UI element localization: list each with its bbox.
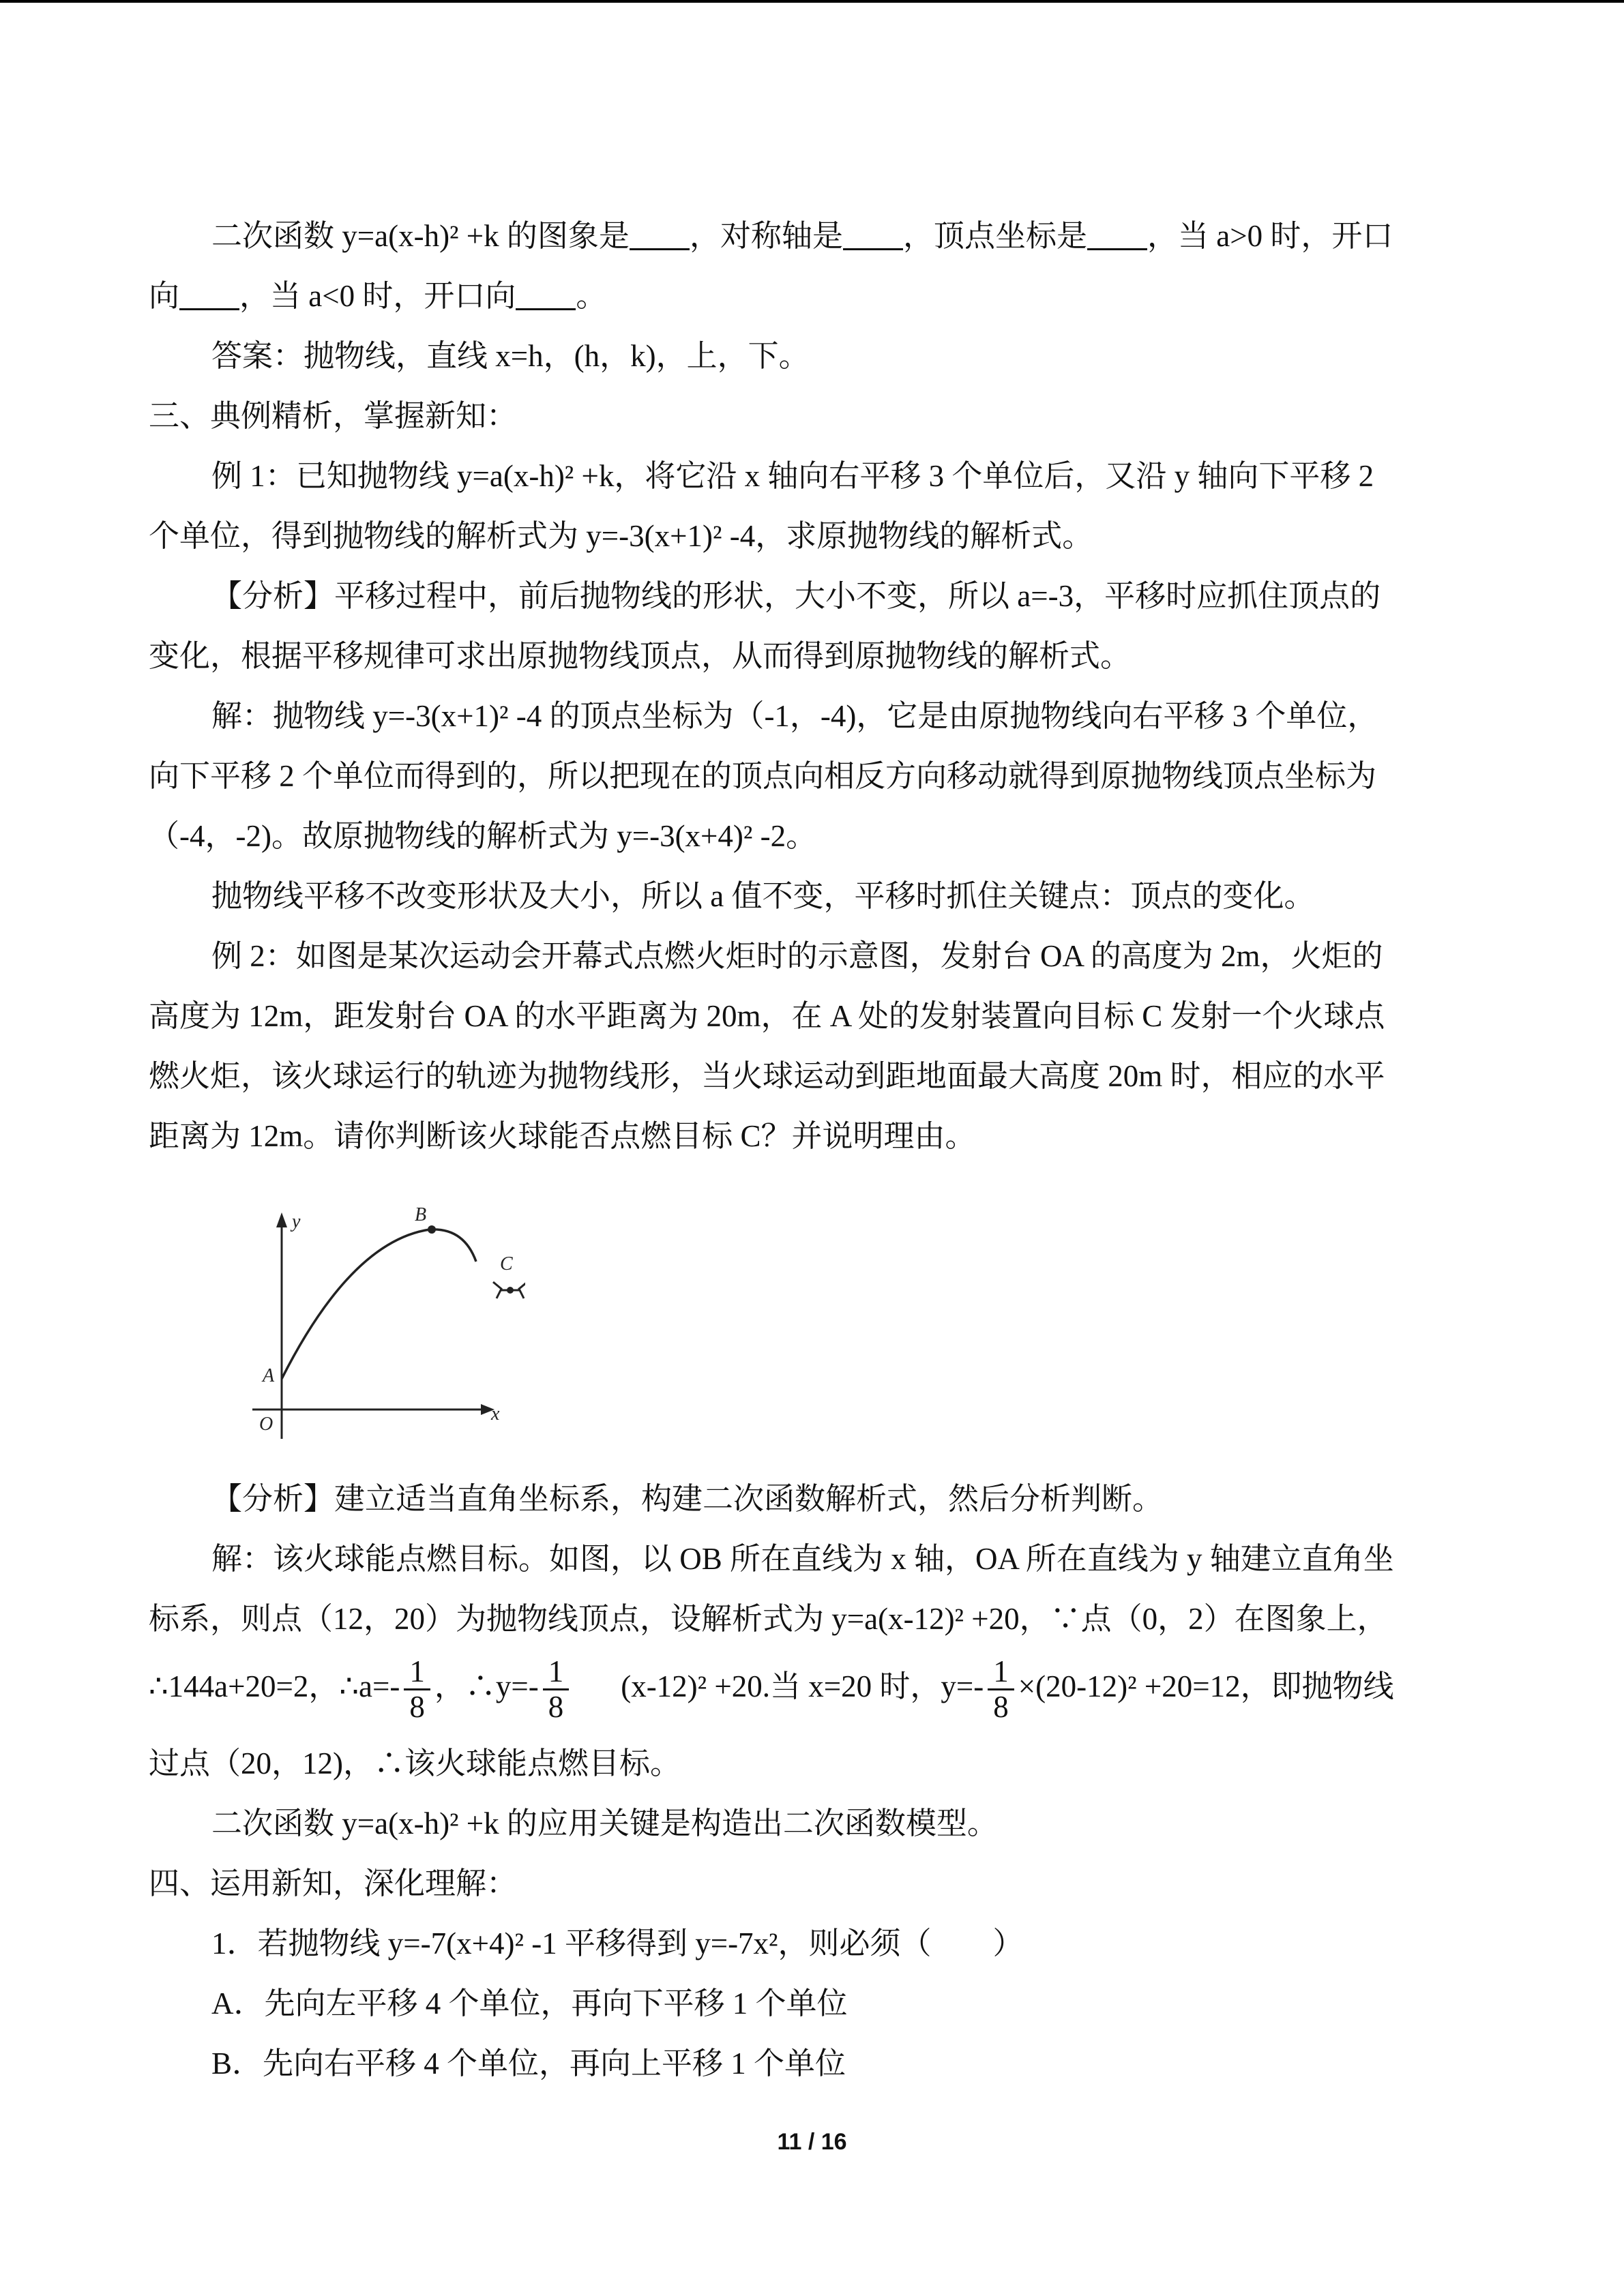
solution-2-line-2: 标系，则点（12，20）为抛物线顶点，设解析式为 y=a(x-12)² +20，∵点（0，2）在图象上，: [149, 1602, 1388, 1636]
example-2-line-3: 燃火炬，该火球运行的轨迹为抛物线形，当火球运动到距地面最大高度 20m 时，相应的水平: [149, 1059, 1385, 1093]
solution-2-line-1: 解：该火球能点燃目标。如图，以 OB 所在直线为 x 轴，OA 所在直线为 y 轴建立直角坐: [211, 1542, 1394, 1576]
example-2-line-2: 高度为 12m，距发射台 OA 的水平距离为 20m，在 A 处的发射装置向目标 C 发射一个火球点: [149, 999, 1385, 1033]
label-y: y: [292, 1211, 301, 1232]
exercise-1-question: 1．若抛物线 y=-7(x+4)² -1 平移得到 y=-7x²，则必须（ ）: [211, 1926, 1024, 1960]
label-a: A: [263, 1365, 275, 1386]
y-axis-arrow-icon: [276, 1212, 287, 1227]
analysis-1-line-2: 变化，根据平移规律可求出原抛物线顶点，从而得到原抛物线的解析式。: [149, 639, 1132, 673]
example-1-line-2: 个单位，得到抛物线的解析式为 y=-3(x+1)² -4，求原抛物线的解析式。: [149, 519, 1093, 553]
answer-blank: [179, 278, 239, 310]
example-2-line-4: 距离为 12m。请你判断该火球能否点燃目标 C？并说明理由。: [149, 1119, 976, 1153]
parabola-trajectory-figure: [225, 1200, 525, 1459]
analysis-1-line-1: 【分析】平移过程中，前后抛物线的形状，大小不变，所以 a=-3，平移时应抓住顶点的: [211, 579, 1381, 613]
trajectory-curve: [282, 1229, 476, 1379]
exercise-1-option-a: A．先向左平移 4 个单位，再向下平移 1 个单位: [211, 1986, 848, 2021]
answer-blank: [516, 278, 576, 310]
page-top-border: [0, 0, 1624, 3]
summary-2: 二次函数 y=a(x-h)² +k 的应用关键是构造出二次函数模型。: [211, 1806, 998, 1840]
exercise-1-option-b: B．先向右平移 4 个单位，再向上平移 1 个单位: [211, 2046, 846, 2081]
target-c-marker-icon: [493, 1282, 525, 1298]
point-b: [428, 1225, 436, 1234]
question-vertex-form: 二次函数 y=a(x-h)² +k 的图象是 ，对称轴是 ，顶点坐标是 ，当 a>0 时，开口: [211, 219, 1393, 253]
label-b: B: [415, 1204, 427, 1225]
label-c: C: [500, 1253, 513, 1274]
analysis-2: 【分析】建立适当直角坐标系，构建二次函数解析式，然后分析判断。: [211, 1482, 1164, 1516]
fraction-one-eighth: $\frac{1}{8}$: [404, 1655, 430, 1724]
example-1-line-1: 例 1：已知抛物线 y=a(x-h)² +k，将它沿 x 轴向右平移 3 个单位后，又沿 y 轴向下平移 2: [211, 459, 1374, 493]
solution-2-line-3: ∴144a+20=2，∴a=- $\frac{1}{8}$ ，∴y=- $\frac{1}{8}$ (x-12)² +20.当 x=20 时，y=- $\frac{1}{8}$ ×(20-12)² +20=12，即抛物线: [149, 1654, 1394, 1725]
fraction-one-eighth: $\frac{1}{8}$: [543, 1655, 570, 1724]
fraction-one-eighth: $\frac{1}{8}$: [988, 1655, 1014, 1724]
solution-1-line-3: （-4，-2)。故原抛物线的解析式为 y=-3(x+4)² -2。: [149, 819, 817, 853]
solution-2-line-4: 过点（20，12)，∴该火球能点燃目标。: [149, 1746, 681, 1780]
label-o: O: [259, 1414, 274, 1435]
answer-line: 答案：抛物线，直线 x=h，(h，k)，上，下。: [211, 339, 810, 373]
solution-1-line-1: 解：抛物线 y=-3(x+1)² -4 的顶点坐标为（-1，-4)，它是由原抛物线向右平移 3 个单位，: [211, 699, 1378, 733]
question-vertex-form-cont: 向 ，当 a<0 时，开口向 。: [149, 279, 607, 313]
answer-blank: [630, 218, 690, 250]
example-2-line-1: 例 2：如图是某次运动会开幕式点燃火炬时的示意图，发射台 OA 的高度为 2m，火炬的: [211, 939, 1383, 973]
answer-blank: [843, 218, 903, 250]
section-heading-3: 三、典例精析，掌握新知：: [149, 399, 518, 433]
solution-1-line-2: 向下平移 2 个单位而得到的，所以把现在的顶点向相反方向移动就得到原抛物线顶点坐标为: [149, 759, 1377, 793]
page-number: 11 / 16: [777, 2129, 847, 2155]
summary-1: 抛物线平移不改变形状及大小，所以 a 值不变，平移时抓住关键点：顶点的变化。: [211, 879, 1315, 913]
label-x: x: [491, 1403, 500, 1425]
answer-blank: [1087, 218, 1147, 250]
section-heading-4: 四、运用新知，深化理解：: [149, 1866, 518, 1900]
